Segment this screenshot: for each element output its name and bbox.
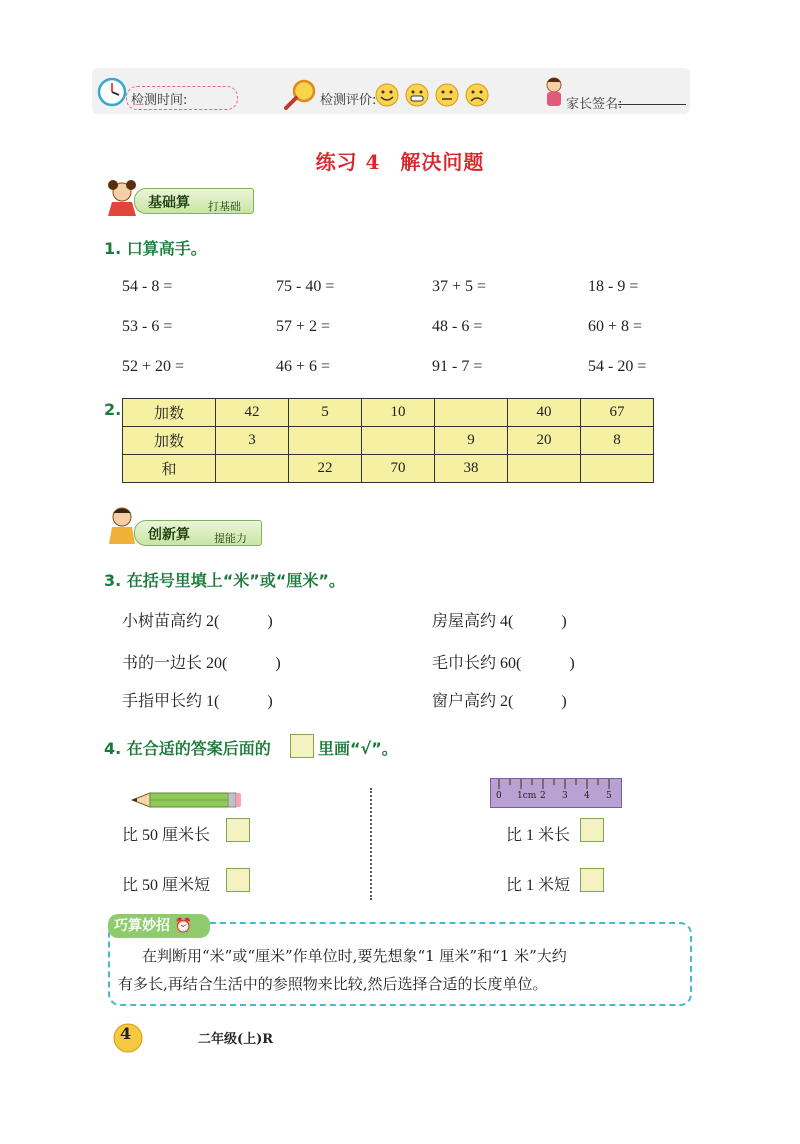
- table-cell-blank[interactable]: [216, 455, 289, 483]
- fill-item[interactable]: 书的一边长 20( ): [122, 655, 281, 672]
- q1-label: 1. 口算高手。: [104, 239, 207, 258]
- fill-item[interactable]: 毛巾长约 60( ): [432, 655, 575, 672]
- table-cell: 42: [216, 399, 289, 427]
- table-cell: 20: [508, 427, 581, 455]
- addition-table: [122, 398, 654, 483]
- parent-figure-icon: [540, 76, 568, 110]
- calc-item: 75 - 40 =: [276, 278, 335, 295]
- table-cell: 70: [362, 455, 435, 483]
- calc-item: 53 - 6 =: [122, 318, 173, 335]
- page-number: 4: [120, 1024, 132, 1043]
- title-part1: 练习 4: [315, 150, 381, 174]
- parent-sign-label: 家长签名:: [566, 97, 623, 112]
- table-cell: 5: [289, 399, 362, 427]
- option-longer-1m: 比 1 米长: [506, 827, 571, 844]
- ruler-icon: [490, 778, 622, 808]
- table-cell: 10: [362, 399, 435, 427]
- table-cell: 3: [216, 427, 289, 455]
- table-cell: 和: [123, 455, 216, 483]
- ruler-tick-label: 4: [584, 791, 590, 801]
- grin-face-icon: [406, 84, 428, 106]
- grade-label: 二年级(上)R: [198, 1032, 274, 1047]
- fill-item[interactable]: 窗户高约 2( ): [432, 693, 567, 710]
- calc-item: 18 - 9 =: [588, 278, 639, 295]
- option-shorter-1m: 比 1 米短: [506, 877, 571, 894]
- clock-icon: [96, 76, 128, 108]
- table-cell: 加数: [123, 399, 216, 427]
- sad-face-icon: [466, 84, 488, 106]
- fill-item[interactable]: 手指甲长约 1( ): [122, 693, 273, 710]
- pencil-icon: [130, 790, 242, 810]
- table-row: [123, 455, 654, 483]
- calc-item: 37 + 5 =: [432, 278, 487, 295]
- calc-item: 46 + 6 =: [276, 358, 331, 375]
- fill-item[interactable]: 房屋高约 4( ): [432, 613, 567, 630]
- tip-title-text: 巧算妙招: [114, 918, 170, 934]
- page-title: [0, 146, 800, 175]
- badge-innovate-sub: 提能力: [214, 532, 247, 545]
- tip-line1: 在判断用“米”或“厘米”作单位时,要先想象“1 厘米”和“1 米”大约: [142, 947, 567, 965]
- table-cell: 8: [581, 427, 654, 455]
- table-cell-blank[interactable]: [581, 455, 654, 483]
- q2-label: 2.: [104, 400, 122, 419]
- smiley-rating-icons: [374, 82, 492, 108]
- fill-item[interactable]: 小树苗高约 2( ): [122, 613, 273, 630]
- option-shorter-50cm: 比 50 厘米短: [122, 877, 211, 894]
- calc-item: 52 + 20 =: [122, 358, 185, 375]
- q4-label-b: 里画“√”。: [318, 739, 398, 758]
- title-part2: 解决问题: [400, 150, 485, 174]
- q4-label-a: 4. 在合适的答案后面的: [104, 739, 271, 758]
- table-cell: 40: [508, 399, 581, 427]
- ruler-tick-label: 2: [540, 791, 546, 801]
- table-cell-blank[interactable]: [362, 427, 435, 455]
- table-cell: 67: [581, 399, 654, 427]
- badge-innovate-main: 创新算: [148, 527, 190, 543]
- signature-line[interactable]: [618, 104, 686, 105]
- tip-title: [108, 914, 210, 938]
- badge-basic-sub: 打基础: [208, 200, 241, 213]
- table-cell: 9: [435, 427, 508, 455]
- calc-item: 57 + 2 =: [276, 318, 331, 335]
- divider: [370, 788, 372, 900]
- q3-label: 3. 在括号里填上“米”或“厘米”。: [104, 571, 345, 590]
- ruler-tick-label: 0: [496, 791, 502, 801]
- table-cell-blank[interactable]: [289, 427, 362, 455]
- table-row: [123, 399, 654, 427]
- calc-item: 48 - 6 =: [432, 318, 483, 335]
- ruler-tick-label: 1cm: [517, 791, 537, 801]
- table-cell: 加数: [123, 427, 216, 455]
- table-cell: 38: [435, 455, 508, 483]
- neutral-face-icon: [436, 84, 458, 106]
- check-shorter-50cm[interactable]: [226, 868, 250, 892]
- table-cell: 22: [289, 455, 362, 483]
- alarm-clock-icon: ⏰: [174, 918, 193, 934]
- sample-checkbox: [290, 734, 314, 758]
- check-longer-1m[interactable]: [580, 818, 604, 842]
- table-row: [123, 427, 654, 455]
- calc-item: 54 - 8 =: [122, 278, 173, 295]
- happy-face-icon: [376, 84, 398, 106]
- badge-basic-main: 基础算: [148, 195, 190, 211]
- check-shorter-1m[interactable]: [580, 868, 604, 892]
- check-longer-50cm[interactable]: [226, 818, 250, 842]
- calc-item: 54 - 20 =: [588, 358, 647, 375]
- ruler-ticks-icon: [491, 779, 621, 791]
- option-longer-50cm: 比 50 厘米长: [122, 827, 211, 844]
- table-cell-blank[interactable]: [508, 455, 581, 483]
- ruler-tick-label: 5: [606, 791, 612, 801]
- eval-label: 检测评价:: [320, 93, 377, 108]
- ruler-tick-label: 3: [562, 791, 568, 801]
- calc-item: 91 - 7 =: [432, 358, 483, 375]
- tip-line2: 有多长,再结合生活中的参照物来比较,然后选择合适的长度单位。: [118, 975, 548, 993]
- magnifier-icon: [282, 78, 320, 110]
- table-cell-blank[interactable]: [435, 399, 508, 427]
- calc-item: 60 + 8 =: [588, 318, 643, 335]
- time-label: 检测时间:: [131, 93, 188, 108]
